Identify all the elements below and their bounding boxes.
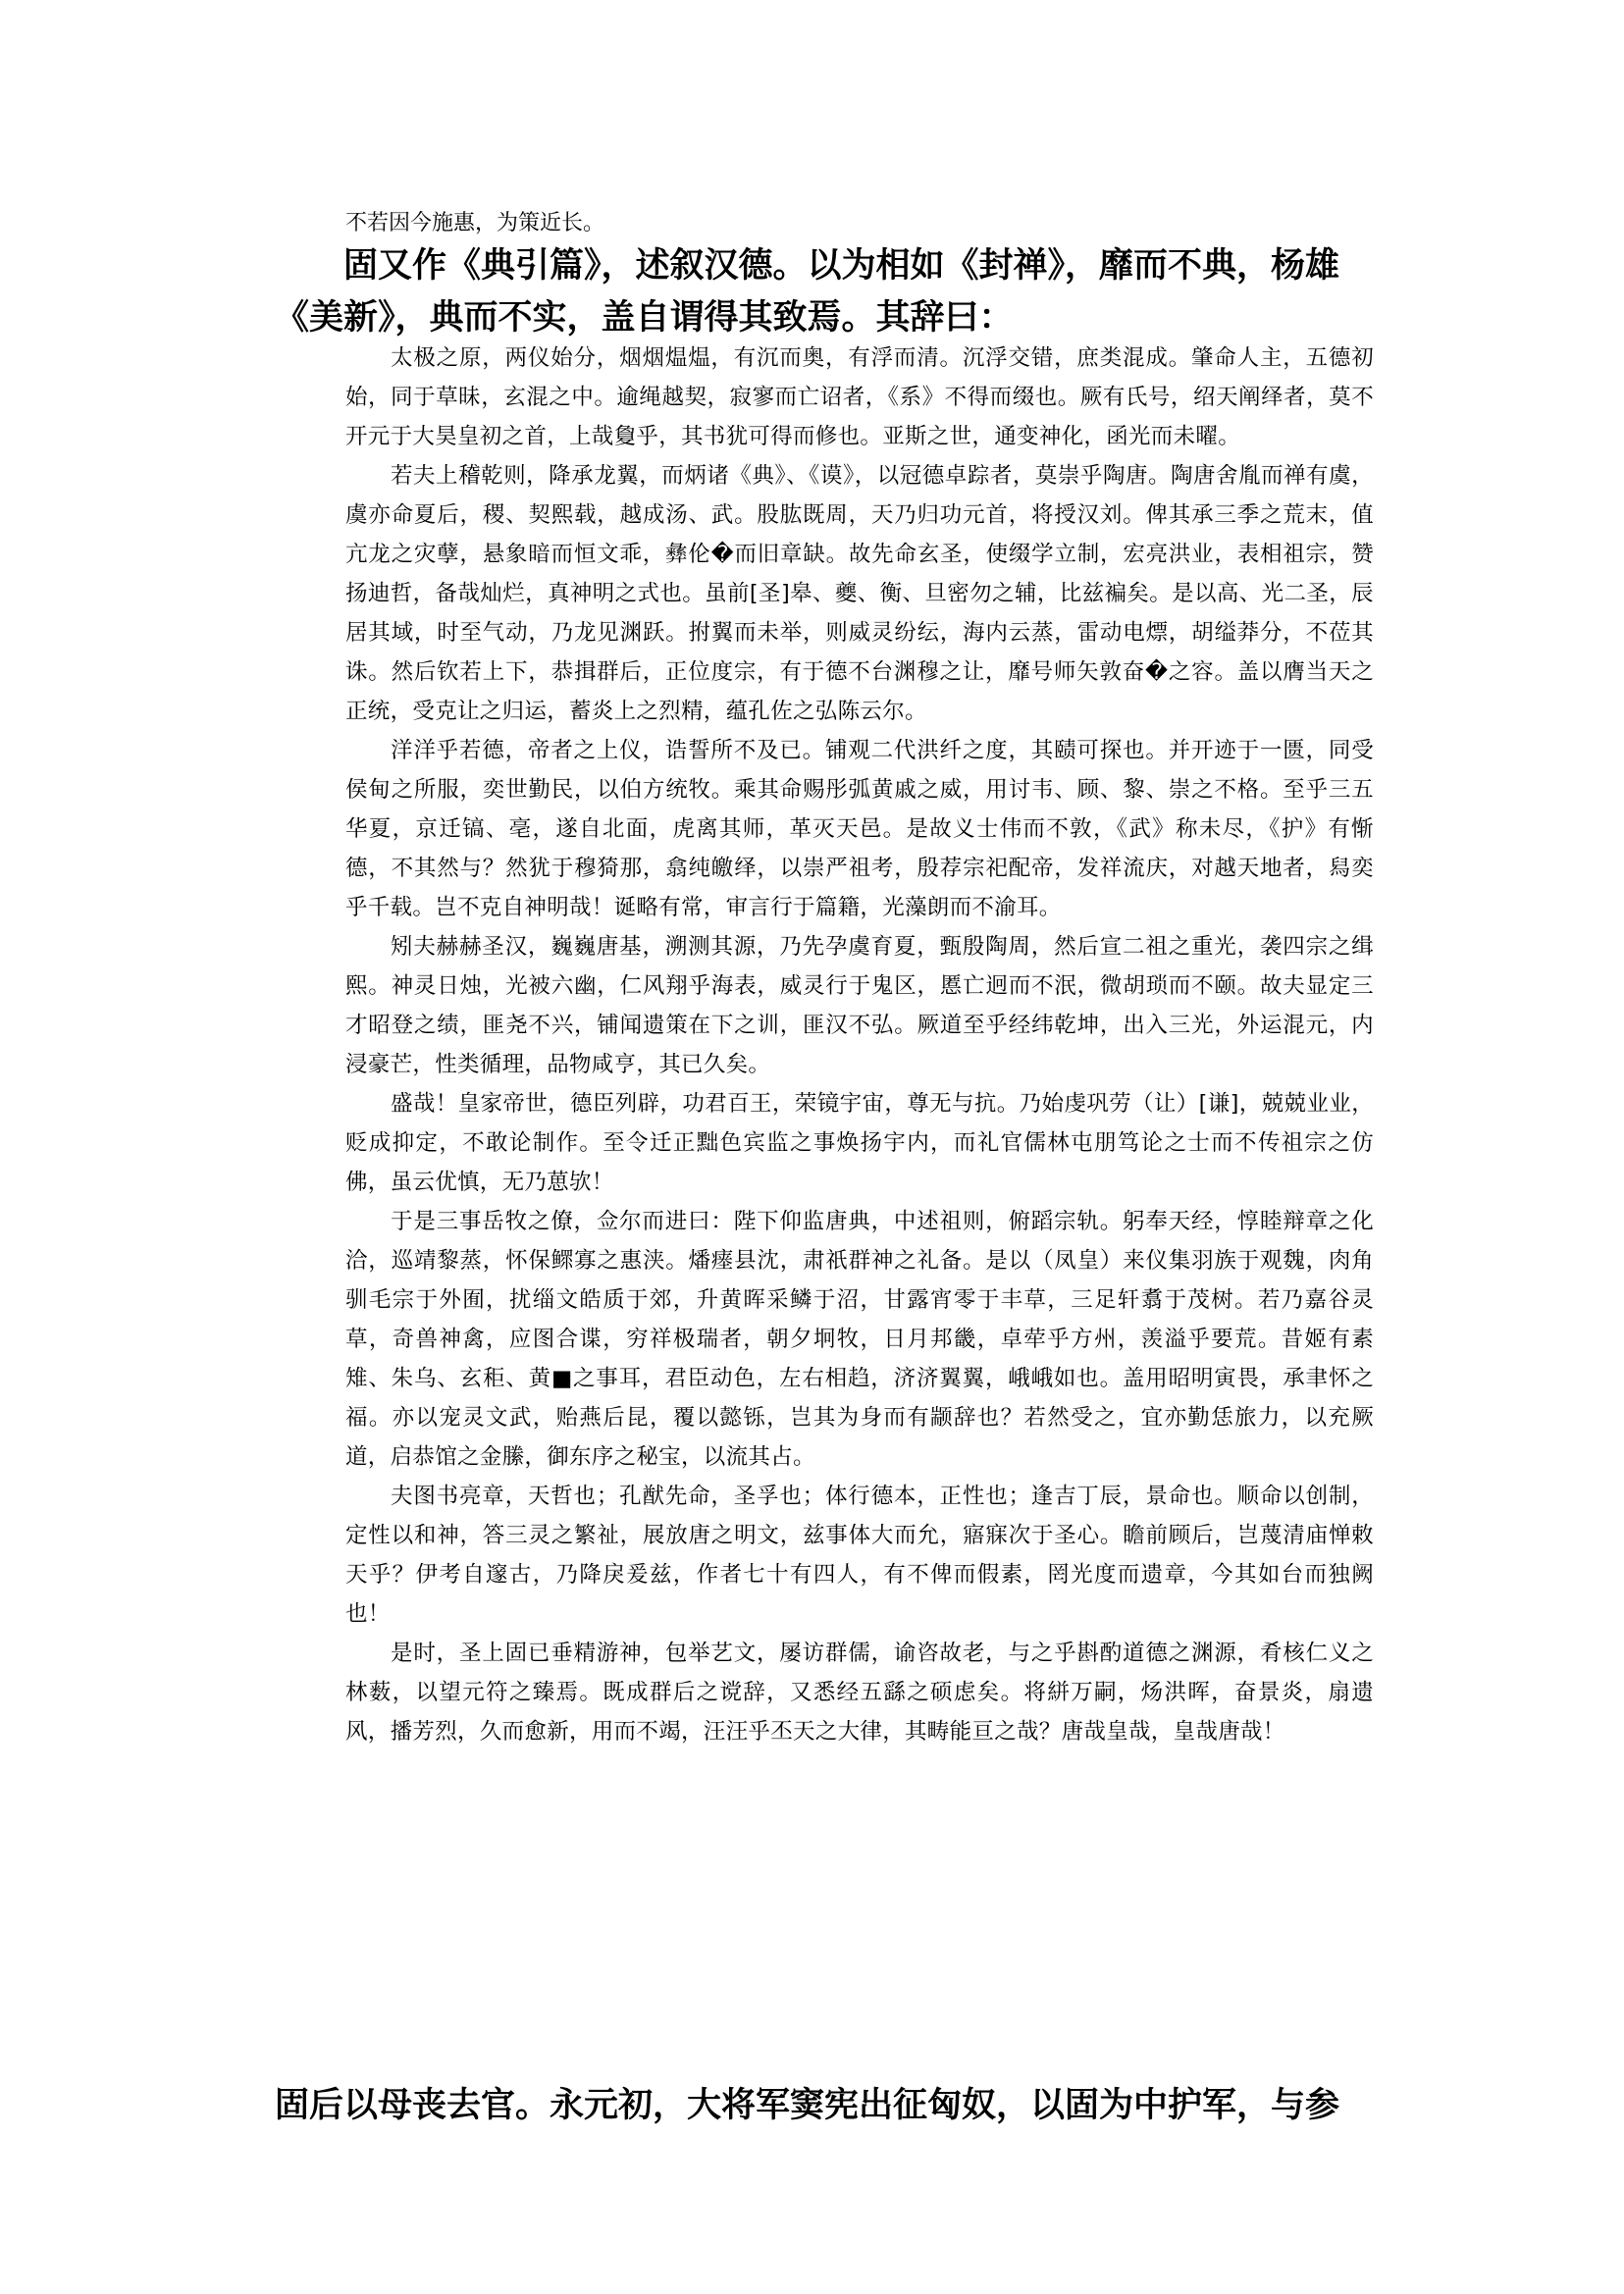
quote-paragraph: 夫图书亮章，天哲也；孔猷先命，圣孚也；体行德本，正性也；逢吉丁辰，景命也。顺命以创制，定性以和神，答三灵之繁祉，展放唐之明文，兹事体大而允，寤寐次于圣心。瞻前顾后，岂蔑清庙惮敕天乎？伊考自邃古，乃降戾爰兹，作者七十有四人，有不俾而假素，罔光度而遗章，今其如台而独阙也！ <box>345 1484 1374 1627</box>
lead-line: 不若因今施惠，为策近长。 <box>345 211 605 235</box>
intro-paragraph <box>275 240 1374 344</box>
closing-paragraph <box>275 2080 1374 2132</box>
quote-paragraph: 是时，圣上固已垂精游神，包举艺文，屡访群儒，谕咨故老，与之乎斟酌道德之渊源，肴核仁义之林薮，以望元符之臻焉。既成群后之谠辞，又悉经五繇之硕虑矣。将絣万嗣，炀洪晖，奋景炎，扇遗风，播芳烈，久而愈新，用而不竭，汪汪乎丕天之大律，其畴能亘之哉？唐哉皇哉，皇哉唐哉！ <box>345 1641 1374 1745</box>
quote-paragraph: 于是三事岳牧之僚，佥尔而进曰：陛下仰监唐典，中述祖则，俯蹈宗轨。躬奉天经，惇睦辩章之化洽，巡靖黎蒸，怀保鳏寡之惠浃。燔瘗县沈，肃祇群神之礼备。是以（凤皇）来仪集羽族于观魏，肉角驯毛宗于外囿，扰缁文皓质于郊，升黄晖采鳞于沼，甘露宵零于丰草，三足轩翥于茂树。若乃嘉谷灵草，奇兽神禽，应图合谍，穷祥极瑞者，朝夕坰牧，日月邦畿，卓荦乎方州，羡溢乎要荒。昔姬有素雉、朱乌、玄秬、黄■之事耳，君臣动色，左右相趋，济济翼翼，峨峨如也。盖用昭明寅畏，承聿怀之福。亦以宠灵文武，贻燕后昆，覆以懿铄，岂其为身而有颛辞也？若然受之，宜亦勤恁旅力，以充厥道，启恭馆之金縢，御东序之秘宝，以流其占。 <box>345 1209 1374 1470</box>
quote-paragraph: 洋洋乎若德，帝者之上仪，诰誓所不及已。铺观二代洪纤之度，其赜可探也。并开迹于一匮，同受侯甸之所服，奕世勤民，以伯方统牧。乘其命赐彤弧黄戚之威，用讨韦、顾、黎、崇之不格。至乎三五华夏，京迁镐、亳，遂自北面，虎离其师，革灭天邑。是故义士伟而不敦，《武》称未尽，《护》有惭德，不其然与？然犹于穆猗那，翕纯皦绎，以崇严祖考，殷荐宗祀配帝，发祥流庆，对越天地者，舄奕乎千载。岂不克自神明哉！诞略有常，审言行于篇籍，光藻朗而不渝耳。 <box>345 738 1374 920</box>
closing-paragraph-text: 固后以母丧去官。永元初，大将军窦宪出征匈奴，以固为中护军，与参 <box>275 2086 1340 2125</box>
quote-paragraph: 若夫上稽乾则，降承龙翼，而炳诸《典》、《谟》，以冠德卓踪者，莫崇乎陶唐。陶唐舍胤而禅有虞，虞亦命夏后，稷、契熙载，越成汤、武。股肱既周，天乃归功元首，将授汉刘。俾其承三季之荒末，值亢龙之灾孽，悬象暗而恒文乖，彝伦�而旧章缺。故先命玄圣，使缀学立制，宏亮洪业，表相祖宗，赞扬迪哲，备哉灿烂，真神明之式也。虽前[圣]皋、夔、衡、旦密勿之辅，比兹褊矣。是以高、光二圣，辰居其域，时至气动，乃龙见渊跃。拊翼而未举，则威灵纷纭，海内云蒸，雷动电熛，胡缢莽分，不莅其诛。然后钦若上下，恭揖群后，正位度宗，有于德不台渊穆之让，靡号师矢敦奋�之容。盖以膺当天之正统，受克让之归运，蓄炎上之烈精，蕴孔佐之弘陈云尔。 <box>345 463 1374 724</box>
quote-paragraph: 矧夫赫赫圣汉，巍巍唐基，溯测其源，乃先孕虞育夏，甄殷陶周，然后宣二祖之重光，袭四宗之缉熙。神灵日烛，光被六幽，仁风翔乎海表，威灵行于鬼区，慝亡迥而不泯，微胡琐而不颐。故夫显定三才昭登之绩，匪尧不兴，铺闻遗策在下之训，匪汉不弘。厥道至乎经纬乾坤，出入三光，外运混元，内浸豪芒，性类循理，品物咸亨，其已久矣。 <box>345 934 1374 1077</box>
intro-paragraph-text: 固又作《典引篇》，述叙汉德。以为相如《封禅》，靡而不典，杨雄《美新》，典而不实，盖自谓得其致焉。其辞曰： <box>275 246 1340 338</box>
quoted-text-block <box>345 339 1374 1751</box>
quote-paragraph: 盛哉！皇家帝世，德臣列辟，功君百王，荣镜宇宙，尊无与抗。乃始虔巩劳（让）[谦]，兢兢业业，贬成抑定，不敢论制作。至令迁正黜色宾监之事焕扬宇内，而礼官儒林屯朋笃论之士而不传祖宗之仿佛，虽云优慎，无乃葸欤！ <box>345 1091 1374 1195</box>
quote-paragraph: 太极之原，两仪始分，烟烟煴煴，有沉而奥，有浮而清。沉浮交错，庶类混成。肇命人主，五德初始，同于草昧，玄混之中。逾绳越契，寂寥而亡诏者，《系》不得而缀也。厥有氏号，绍天阐绎者，莫不开元于大昊皇初之首，上哉敻乎，其书犹可得而修也。亚斯之世，通变神化，函光而未曜。 <box>345 345 1374 449</box>
